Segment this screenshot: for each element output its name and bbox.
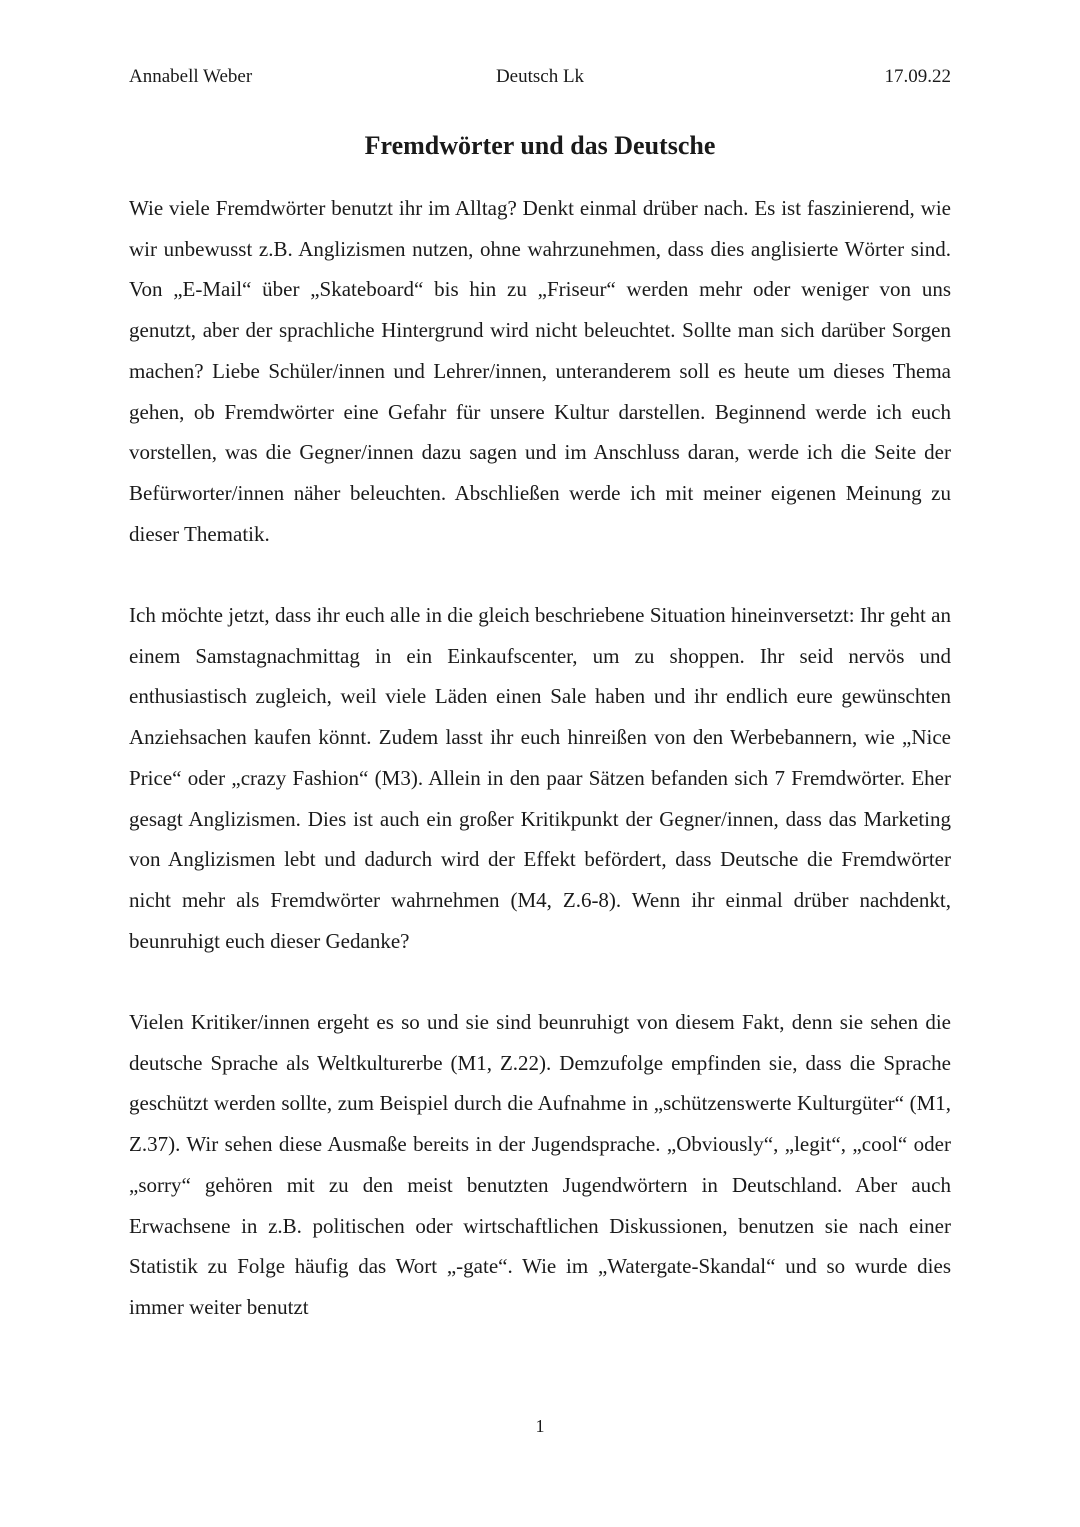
page-number: 1 [535, 1416, 545, 1436]
page-header [129, 64, 951, 90]
paragraph-intro: Wie viele Fremdwörter benutzt ihr im Alltag? Denkt einmal drüber nach. Es ist faszinierend, wie wir unbewusst z.B. Anglizismen nutzen, ohne wahrzunehmen, dass dies anglisierte Wörter sind. Von „E-Mail“ über „Skateboard“ bis hin zu „Friseur“ werden mehr oder weniger von uns genutzt, aber der sprachliche Hintergrund wird nicht beleuchtet. Sollte man sich darüber Sorgen machen? Liebe Schüler/innen und Lehrer/innen, unteranderem soll es heute um dieses Thema gehen, ob Fremdwörter eine Gefahr für unsere Kultur darstellen. Beginnend werde ich euch vorstellen, was die Gegner/innen dazu sagen und im Anschluss daran, werde ich die Seite der Befürworter/innen näher beleuchten. Abschließen werde ich mit meiner eigenen Meinung zu dieser Thematik. [129, 196, 951, 546]
header-course: Deutsch Lk [495, 66, 585, 87]
header-author: Annabell Weber [129, 66, 253, 87]
paragraph-critics: Vielen Kritiker/innen ergeht es so und sie sind beunruhigt von diesem Fakt, denn sie sehen die deutsche Sprache als Weltkulturerbe (M1, Z.22). Demzufolge empfinden sie, dass die Sprache geschützt werden sollte, zum Beispiel durch die Aufnahme in „schützenswerte Kulturgüter“ (M1, Z.37). Wir sehen diese Ausmaße bereits in der Jugendsprache. „Obviously“, „legit“, „cool“ oder „sorry“ gehören mit zu den meist benutzten Jugendwörtern in Deutschland. Aber auch Erwachsene in z.B. politischen oder wirtschaftlichen Diskussionen, benutzen sie nach einer Statistik zu Folge häufig das Wort „-gate“. Wie im „Watergate-Skandal“ und so wurde dies immer weiter benutzt [129, 1010, 951, 1319]
header-date: 17.09.22 [884, 66, 951, 87]
document-body [129, 188, 951, 1328]
paragraph-situation: Ich möchte jetzt, dass ihr euch alle in die gleich beschriebene Situation hineinversetzt: Ihr geht an einem Samstagnachmittag in ein Einkaufscenter, um zu shoppen. Ihr seid nervös und enthusiastisch zugleich, weil viele Läden einen Sale haben und ihr endlich eure gewünschten Anziehsachen kaufen könnt. Zudem lasst ihr euch hinreißen von den Werbebannern, wie „Nice Price“ oder „crazy Fashion“ (M3). Allein in den paar Sätzen befanden sich 7 Fremdwörter. Eher gesagt Anglizismen. Dies ist auch ein großer Kritikpunkt der Gegner/innen, dass das Marketing von Anglizismen lebt und dadurch wird der Effekt befördert, dass Deutsche die Fremdwörter nicht mehr als Fremdwörter wahrnehmen (M4, Z.6-8). Wenn ihr einmal drüber nachdenkt, beunruhigt euch dieser Gedanke? [129, 603, 951, 953]
document-title: Fremdwörter und das Deutsche [364, 131, 716, 160]
